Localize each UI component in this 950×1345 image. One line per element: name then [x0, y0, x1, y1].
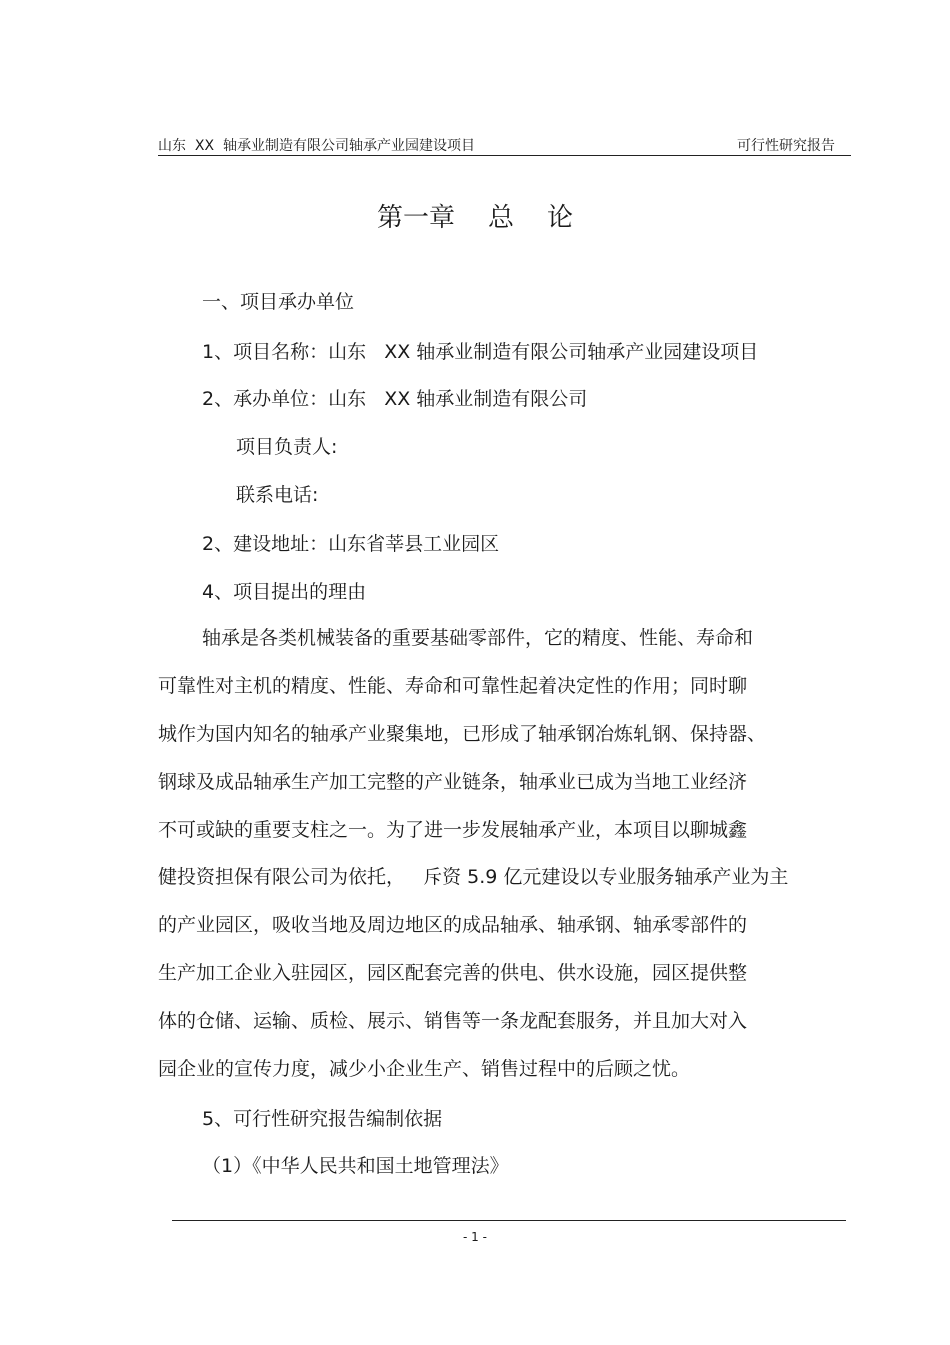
paragraph-line: 轴承是各类机械装备的重要基础零部件，它的精度、性能、寿命和 — [202, 627, 754, 649]
reference-item: （1）《中华人民共和国土地管理法》 — [202, 1155, 509, 1177]
host-unit: 2、承办单位：山东 XX 轴承业制造有限公司 — [202, 388, 588, 410]
header-report-type: 可行性研究报告 — [737, 138, 835, 154]
paragraph-line: 体的仓储、运输、质检、展示、销售等一条龙配套服务，并且加大对入 — [158, 1010, 748, 1032]
header-title: 山东 XX 轴承业制造有限公司轴承产业园建设项目 — [158, 138, 475, 154]
paragraph-line: 不可或缺的重要支柱之一。为了进一步发展轴承产业，本项目以聊城鑫 — [158, 819, 748, 841]
paragraph-line: 生产加工企业入驻园区，园区配套完善的供电、供水设施，园区提供整 — [158, 962, 748, 984]
construction-site: 2、建设地址：山东省莘县工业园区 — [202, 533, 500, 555]
paragraph-line: 城作为国内知名的轴承产业聚集地，已形成了轴承钢冶炼轧钢、保持器、 — [158, 723, 767, 745]
chapter-title: 第一章 总 论 — [376, 203, 574, 233]
paragraph-line: 可靠性对主机的精度、性能、寿命和可靠性起着决定性的作用；同时聊 — [158, 675, 748, 697]
page-number: - 1 - — [463, 1230, 487, 1244]
paragraph-line: 的产业园区，吸收当地及周边地区的成品轴承、轴承钢、轴承零部件的 — [158, 914, 748, 936]
project-name: 1、项目名称：山东 XX 轴承业制造有限公司轴承产业园建设项目 — [202, 341, 759, 363]
footer-rule — [172, 1220, 846, 1221]
paragraph-line: 钢球及成品轴承生产加工完整的产业链条，轴承业已成为当地工业经济 — [158, 771, 748, 793]
contact-phone: 联系电话: — [236, 484, 319, 506]
paragraph-line: 园企业的宣传力度，减少小企业生产、销售过程中的后顾之忧。 — [158, 1058, 691, 1080]
basis-heading: 5、可行性研究报告编制依据 — [202, 1108, 443, 1130]
header-rule — [158, 155, 851, 156]
paragraph-line: 健投资担保有限公司为依托， 斥资 5.9 亿元建设以专业服务轴承产业为主 — [158, 866, 789, 888]
project-reasons-heading: 4、项目提出的理由 — [202, 581, 367, 603]
project-leader: 项目负责人: — [236, 436, 338, 458]
section-heading: 一、项目承办单位 — [202, 291, 355, 313]
